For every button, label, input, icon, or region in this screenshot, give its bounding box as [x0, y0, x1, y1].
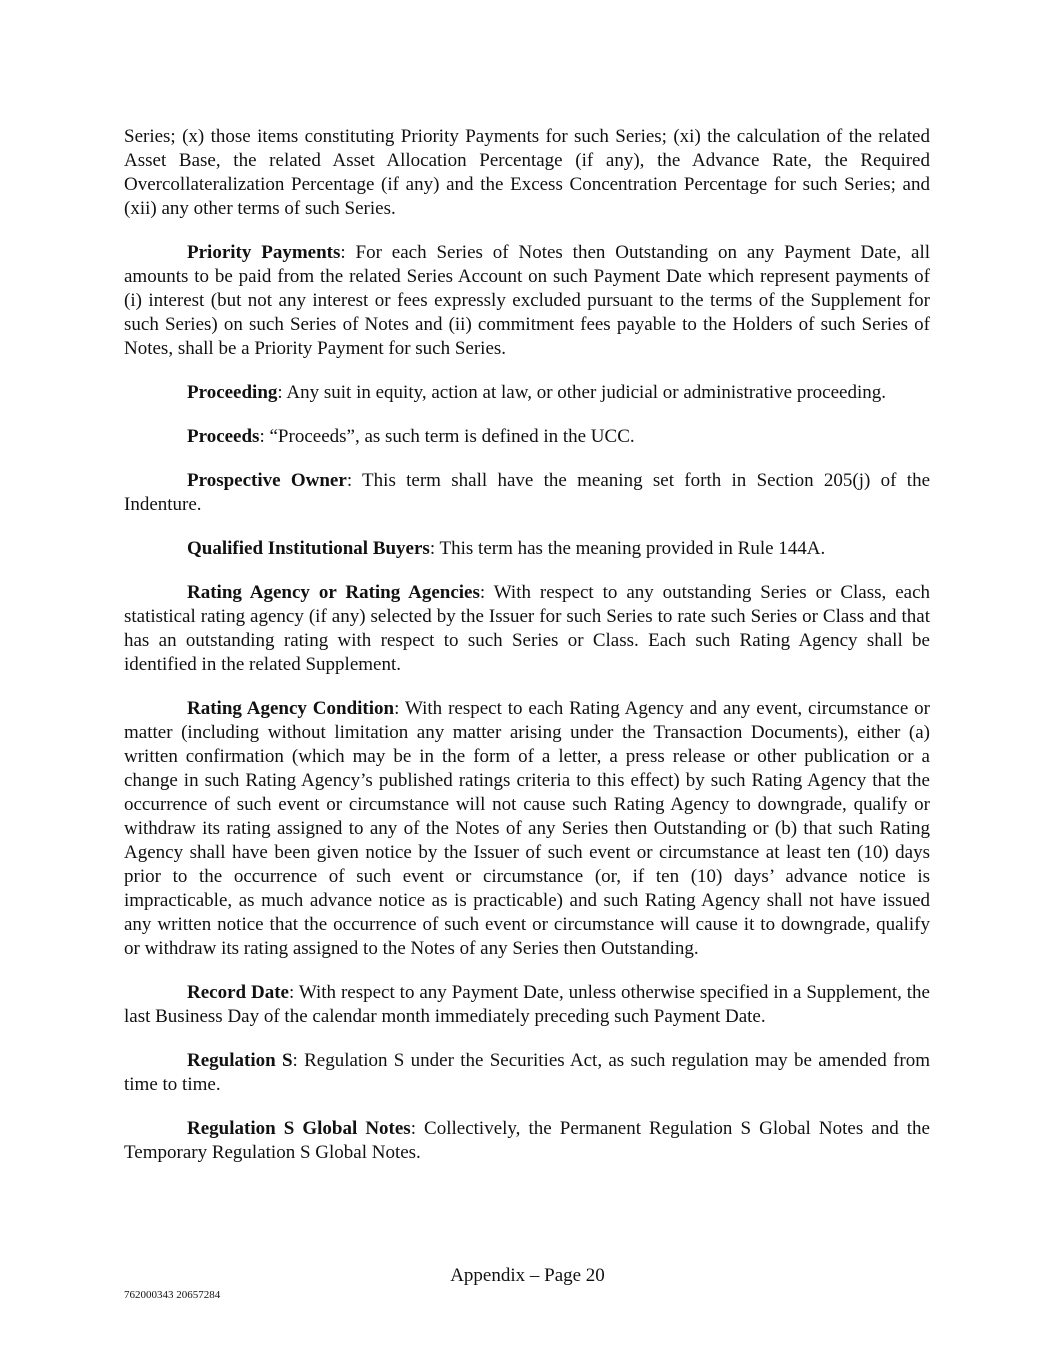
defined-term: Regulation S: [187, 1050, 293, 1071]
defined-term: Regulation S Global Notes: [187, 1118, 411, 1139]
definition-text: : For each Series of Notes then Outstanding on any Payment Date, all amounts to be paid from the related Series Account on such Payment Date which represent payments of (i) interest (but not any interest or fees expressly excluded pursuant to the terms of the Supplement for such Series) on such Series of Notes and (ii) commitment fees payable to the Holders of such Series of Notes, shall be a Priority Payment for such Series.: [124, 242, 931, 359]
definition-text: : This term has the meaning provided in Rule 144A.: [429, 538, 826, 559]
definition-text: : Collectively, the Permanent Regulation S Global Notes and the Temporary Regulation S Global Notes.: [124, 1118, 930, 1163]
document-body: [124, 125, 930, 1185]
defined-term: Proceeding: [187, 382, 278, 403]
defined-term: Proceeds: [187, 426, 260, 447]
definition-regulation-s: [124, 1049, 930, 1097]
definition-proceeding: [124, 381, 930, 405]
definition-proceeds: [124, 425, 930, 449]
definition-text: : “Proceeds”, as such term is defined in the UCC.: [259, 426, 635, 447]
defined-term: Qualified Institutional Buyers: [187, 538, 430, 559]
definition-regulation-s-global-notes: [124, 1117, 930, 1165]
definition-text: : Any suit in equity, action at law, or other judicial or administrative proceeding.: [277, 382, 886, 403]
definition-record-date: [124, 981, 930, 1029]
defined-term: Priority Payments: [187, 242, 341, 263]
definition-text: : Regulation S under the Securities Act, as such regulation may be amended from time to time.: [124, 1050, 930, 1095]
definition-qualified-institutional-buyers: [124, 537, 930, 561]
page-number-label: Appendix – Page 20: [450, 1265, 605, 1286]
definition-text: : This term shall have the meaning set forth in Section 205(j) of the Indenture.: [124, 470, 931, 515]
continuation-paragraph: [124, 125, 930, 221]
definition-text: : With respect to any Payment Date, unless otherwise specified in a Supplement, the last Business Day of the calendar month immediately preceding such Payment Date.: [124, 982, 930, 1027]
defined-term: Prospective Owner: [187, 470, 347, 491]
definition-text: : With respect to any outstanding Series or Class, each statistical rating agency (if any) selected by the Issuer for such Series to rate such Series or Class and that has an outstanding rating with respect to such Series or Class. Each such Rating Agency shall be identified in the related Supplement.: [124, 582, 930, 675]
defined-term: Rating Agency or Rating Agencies: [187, 582, 480, 603]
definition-priority-payments: [124, 241, 930, 361]
definition-rating-agencies: [124, 581, 930, 677]
definition-rating-agency-condition: [124, 697, 930, 961]
document-id: 762000343 20657284: [124, 1289, 221, 1301]
definition-prospective-owner: [124, 469, 930, 517]
defined-term: Record Date: [187, 982, 289, 1003]
paragraph-text: Series; (x) those items constituting Priority Payments for such Series; (xi) the calculation of the related Asset Base, the related Asset Allocation Percentage (if any), the Advance Rate, the Required Overcollateralization Percentage (if any) and the Excess Concentration Percentage for such Series; and (xii) any other terms of such Series.: [124, 126, 930, 219]
defined-term: Rating Agency Condition: [187, 698, 395, 719]
definition-text: : With respect to each Rating Agency and any event, circumstance or matter (including without limitation any matter arising under the Transaction Documents), either (a) written confirmation (which may be in the form of a letter, a press release or other publication or a change in such Rating Agency’s published ratings criteria to this effect) by such Rating Agency that the occurrence of such event or circumstance will not cause such Rating Agency to downgrade, qualify or withdraw its rating assigned to any of the Notes of any Series then Outstanding or (b) that such Rating Agency shall have been given notice by the Issuer of such event or circumstance at least ten (10) days prior to the occurrence of such event or circumstance (or, if ten (10) days’ advance notice is impracticable, as much advance notice as is practicable) and such Rating Agency shall not have issued any written notice that the occurrence of such event or circumstance will cause it to downgrade, qualify or withdraw its rating assigned to the Notes of any Series then Outstanding.: [124, 698, 931, 959]
